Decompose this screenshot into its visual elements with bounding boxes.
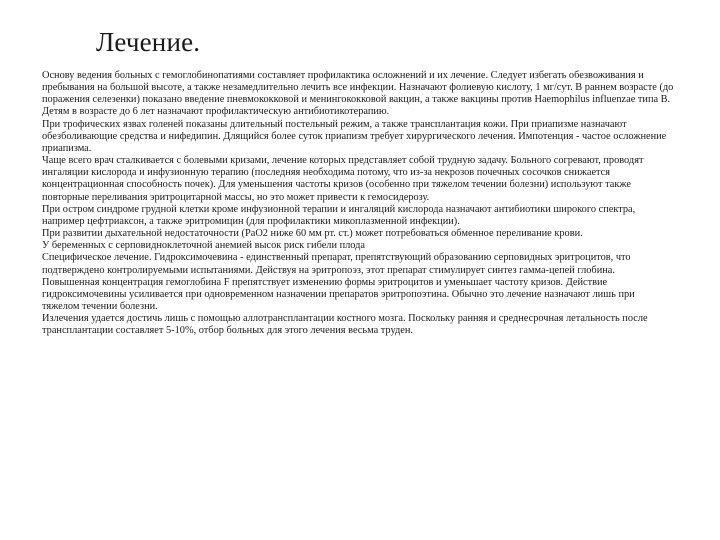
paragraph-pain-crises: Чаще всего врач сталкивается с болевыми кризами, лечение которых представляет собой трудную задачу. Больного согревают, проводят ингаляции кислорода и инфузионную терапию (последняя необходима потому, что из-за некрозов почечных сосочков снижается концентрационная способность почек). Для уменьшения частоты кризов (особенно при тяжелом течении болезни) используют также повторные переливания эритроцитарной массы, но это может привести к гемосидерозу. bbox=[42, 155, 644, 203]
paragraph-general-management: Основу ведения больных с гемоглобинопатиями составляет профилактика осложнений и их лечение. Следует избегать обезвоживания и пребывания на большой высоте, а также незамедлительно лечить все инфекции. Назначают фолиевую кислоту, 1 мг/сут. В раннем возрасте (до поражения селезенки) показано введение пневмококковой и менингококковой вакцин, а также вакцины против Haemophilus influenzae типа В. Детям в возрасте до 6 лет назначают профилактическую антибиотикотерапию. bbox=[42, 70, 674, 118]
slide-title: Лечение. bbox=[96, 27, 201, 57]
slide-body-text bbox=[42, 70, 674, 337]
paragraph-respiratory-failure: При развитии дыхательной недостаточности (РаО2 ниже 60 мм рт. ст.) может потребоваться обменное переливание крови. bbox=[42, 228, 583, 240]
paragraph-pregnancy-risk: У беременных с серповидноклеточной анемией высок риск гибели плода bbox=[42, 240, 365, 252]
paragraph-specific-treatment: Специфическое лечение. Гидроксимочевина - единственный препарат, препятствующий образованию серповидных эритроцитов, что подтверждено контролируемыми испытаниями. Действуя на эритропоэз, этот препарат стимулирует синтез гамма-цепей глобина. Повышенная концентрация гемоглобина F препятствует изменению формы эритроцитов и уменьшает частоту кризов. Действие гидроксимочевины усиливается при одновременном назначении препаратов эритропоэтина. Обычно это лечение назначают лишь при тяжелом течении болезни. bbox=[42, 252, 635, 312]
paragraph-trophic-ulcers-priapism: При трофических язвах голеней показаны длительный постельный режим, а также трансплантация кожи. При приапизме назначают обезболивающие средства и нифедипин. Длящийся более суток приапизм требует хирургического лечения. Импотенция - частое осложнение приапизма. bbox=[42, 118, 667, 154]
paragraph-bone-marrow-transplant: Излечения удается достичь лишь с помощью аллотрансплантации костного мозга. Поскольку ранняя и среднесрочная летальность после трансплантации составляет 5-10%, отбор больных для этого лечения весьма труден. bbox=[42, 313, 648, 337]
paragraph-acute-chest-syndrome: При остром синдроме грудной клетки кроме инфузионной терапии и ингаляций кислорода назначают антибиотики широкого спектра, например цефтриаксон, а также эритромицин (для профилактики микоплазменной инфекции). bbox=[42, 203, 636, 227]
